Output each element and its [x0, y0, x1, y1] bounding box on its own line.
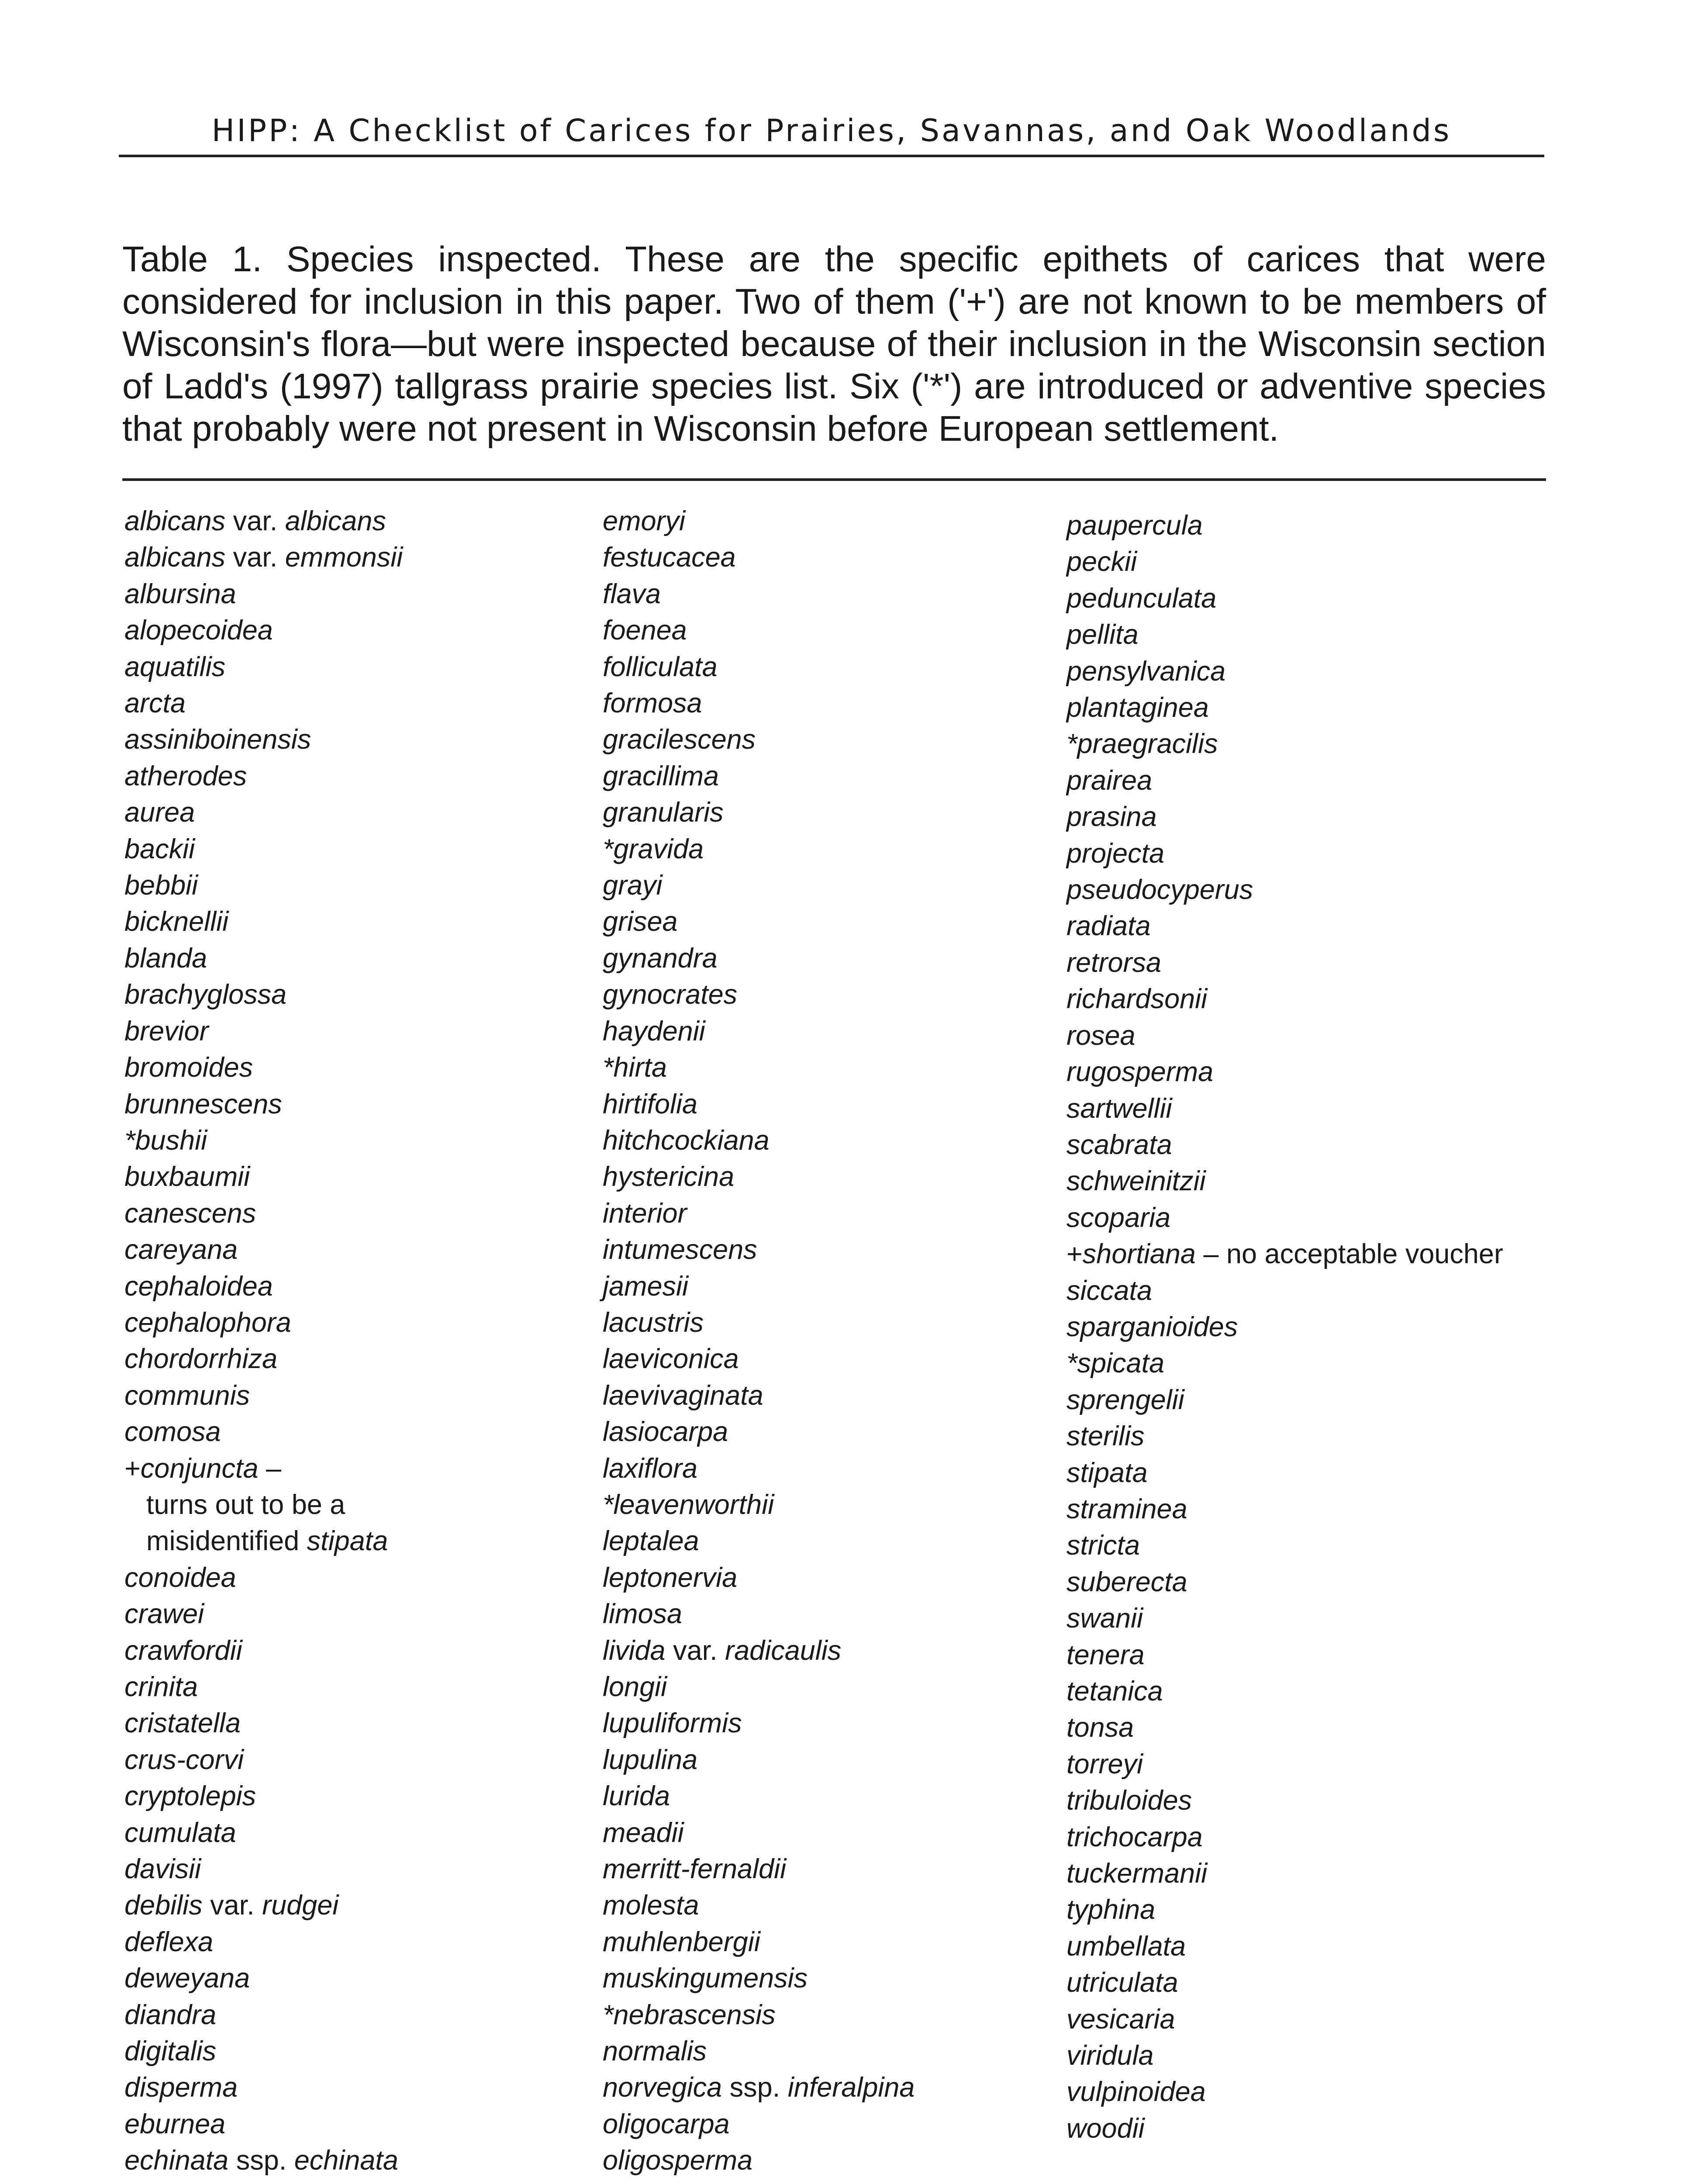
species-epithet: echinata — [124, 2145, 229, 2176]
species-epithet: straminea — [1066, 1493, 1187, 1524]
species-entry — [124, 722, 403, 758]
species-epithet: stricta — [1066, 1530, 1140, 1561]
species-entry — [1066, 1382, 1503, 1418]
species-entry — [603, 2070, 915, 2106]
species-entry — [124, 1997, 403, 2033]
species-entry — [1066, 653, 1503, 690]
species-epithet: canescens — [124, 1198, 256, 1229]
species-entry — [1066, 1965, 1503, 2001]
species-entry — [124, 867, 403, 904]
species-note: var. — [665, 1635, 725, 1666]
species-note: misidentified — [146, 1526, 307, 1557]
species-epithet: tetanica — [1066, 1676, 1163, 1707]
species-entry — [124, 1523, 403, 1559]
species-entry — [124, 1815, 403, 1851]
species-entry — [124, 758, 403, 795]
species-epithet: leptonervia — [603, 1562, 738, 1593]
species-entry — [603, 1669, 915, 1705]
species-epithet: trichocarpa — [1066, 1821, 1203, 1852]
species-epithet: *spicata — [1066, 1348, 1165, 1379]
species-epithet: radiata — [1066, 911, 1151, 942]
species-entry — [603, 1305, 915, 1341]
species-note: ssp. — [228, 2145, 294, 2176]
species-entry — [1066, 1856, 1503, 1892]
species-entry — [1066, 2111, 1503, 2147]
species-entry — [124, 1487, 403, 1523]
species-entry — [603, 940, 915, 977]
species-entry — [603, 1013, 915, 1050]
species-epithet: *praegracilis — [1066, 729, 1218, 760]
species-epithet: scabrata — [1066, 1129, 1172, 1160]
species-epithet: deweyana — [124, 1963, 250, 1994]
species-epithet: *bushii — [124, 1125, 207, 1156]
species-epithet: blanda — [124, 943, 207, 974]
species-entry — [124, 1159, 403, 1195]
species-epithet: prairea — [1066, 765, 1153, 796]
species-entry — [1066, 1309, 1503, 1345]
species-entry — [1066, 690, 1503, 726]
species-epithet: tenera — [1066, 1639, 1145, 1670]
species-epithet: emoryi — [603, 506, 686, 536]
species-entry — [1066, 763, 1503, 799]
species-epithet: scoparia — [1066, 1202, 1171, 1233]
species-entry — [124, 1086, 403, 1123]
species-epithet: formosa — [603, 688, 702, 719]
species-epithet: alopecoidea — [124, 615, 273, 646]
species-entry — [124, 977, 403, 1013]
species-entry — [603, 1633, 915, 1669]
species-epithet: utriculata — [1066, 1967, 1178, 1998]
species-entry — [124, 2070, 403, 2106]
species-entry — [1066, 1091, 1503, 1127]
species-entry — [1066, 1018, 1503, 1054]
species-entry — [124, 831, 403, 867]
species-note: + — [124, 1453, 141, 1484]
species-epithet: limosa — [603, 1599, 683, 1630]
species-entry — [1066, 544, 1503, 580]
species-epithet: hystericina — [603, 1161, 735, 1192]
species-epithet: communis — [124, 1380, 250, 1411]
species-entry — [1066, 508, 1503, 544]
species-entry — [603, 1742, 915, 1778]
species-epithet: tuckermanii — [1066, 1858, 1208, 1889]
species-entry — [603, 1887, 915, 1924]
species-epithet: viridula — [1066, 2040, 1154, 2071]
species-epithet: albursina — [124, 578, 236, 609]
species-entry — [124, 1887, 403, 1924]
species-epithet: muskingumensis — [603, 1963, 808, 1994]
species-entry — [603, 1196, 915, 1232]
species-note: ssp. — [722, 2072, 788, 2103]
species-epithet: albicans — [124, 542, 226, 573]
species-epithet: bebbii — [124, 870, 198, 901]
species-entry — [1066, 1819, 1503, 1856]
species-entry — [124, 503, 403, 539]
species-entry — [603, 1997, 915, 2033]
species-entry — [1066, 981, 1503, 1017]
species-entry — [124, 1924, 403, 1960]
species-entry — [603, 2033, 915, 2070]
species-entry — [603, 758, 915, 795]
species-epithet: haydenii — [603, 1016, 705, 1047]
species-epithet: tribuloides — [1066, 1785, 1192, 1816]
species-epithet: digitalis — [124, 2036, 217, 2067]
species-epithet: *nebrascensis — [603, 1999, 776, 2030]
species-epithet: bicknellii — [124, 906, 229, 937]
species-epithet: backii — [124, 833, 195, 864]
species-entry — [603, 795, 915, 831]
species-epithet: schweinitzii — [1066, 1166, 1206, 1197]
species-entry — [1066, 1455, 1503, 1491]
species-entry — [124, 2106, 403, 2143]
species-epithet: swanii — [1066, 1603, 1143, 1634]
species-entry — [603, 1705, 915, 1742]
species-epithet: conoidea — [124, 1562, 236, 1593]
species-epithet: stipata — [1066, 1457, 1148, 1488]
species-epithet: lacustris — [603, 1307, 704, 1338]
species-epithet: folliculata — [603, 651, 718, 682]
species-entry — [1066, 1564, 1503, 1600]
species-epithet: pedunculata — [1066, 583, 1217, 614]
species-entry — [124, 2033, 403, 2070]
species-entry — [603, 1123, 915, 1159]
species-entry — [124, 1341, 403, 1377]
species-entry — [124, 1705, 403, 1742]
species-epithet: diandra — [124, 1999, 217, 2030]
species-epithet: granularis — [603, 797, 724, 828]
species-epithet: sprengelii — [1066, 1384, 1184, 1415]
species-epithet: sparganioides — [1066, 1311, 1238, 1342]
species-entry — [1066, 1345, 1503, 1382]
species-entry — [124, 1378, 403, 1414]
species-entry — [603, 904, 915, 940]
species-entry — [124, 795, 403, 831]
species-entry — [124, 1596, 403, 1632]
species-note: – — [258, 1453, 282, 1484]
species-epithet: crus-corvi — [124, 1744, 244, 1775]
species-entry — [1066, 1127, 1503, 1163]
species-entry — [1066, 726, 1503, 762]
species-entry — [1066, 1491, 1503, 1527]
species-entry — [124, 649, 403, 685]
species-entry — [1066, 1673, 1503, 1710]
species-epithet: brunnescens — [124, 1089, 282, 1120]
species-epithet: projecta — [1066, 838, 1165, 869]
species-epithet: crinita — [124, 1672, 198, 1702]
species-epithet: muhlenbergii — [603, 1926, 760, 1957]
species-entry — [1066, 1418, 1503, 1455]
species-entry — [603, 503, 915, 539]
species-entry — [124, 1960, 403, 1997]
species-note: turns out to be a — [146, 1489, 345, 1520]
species-epithet: echinata — [294, 2145, 398, 2176]
species-epithet: cumulata — [124, 1817, 236, 1848]
species-epithet: lasiocarpa — [603, 1417, 728, 1448]
species-epithet: laevivaginata — [603, 1380, 763, 1411]
species-epithet: *hirta — [603, 1052, 667, 1083]
species-entry — [1066, 1892, 1503, 1928]
species-epithet: normalis — [603, 2036, 707, 2067]
species-entry — [603, 977, 915, 1013]
species-entry — [1066, 1273, 1503, 1309]
species-epithet: typhina — [1066, 1894, 1156, 1925]
species-epithet: richardsonii — [1066, 984, 1208, 1015]
species-entry — [603, 1378, 915, 1414]
species-note: var. — [202, 1890, 262, 1921]
species-entry — [1066, 836, 1503, 872]
species-entry — [603, 539, 915, 576]
species-entry — [1066, 1783, 1503, 1819]
species-entry — [124, 1742, 403, 1778]
species-entry — [124, 1013, 403, 1050]
species-epithet: vulpinoidea — [1066, 2077, 1206, 2108]
species-entry — [124, 1451, 403, 1487]
species-epithet: interior — [603, 1198, 687, 1229]
species-epithet: *leavenworthii — [603, 1489, 774, 1520]
species-epithet: oligosperma — [603, 2145, 753, 2176]
species-entry — [1066, 1054, 1503, 1090]
species-entry — [603, 1232, 915, 1268]
species-entry — [124, 576, 403, 612]
species-entry — [124, 1669, 403, 1705]
species-entry — [124, 1196, 403, 1232]
species-epithet: *gravida — [603, 833, 704, 864]
species-entry — [1066, 2001, 1503, 2038]
species-epithet: careyana — [124, 1234, 238, 1265]
species-epithet: meadii — [603, 1817, 684, 1848]
species-epithet: torreyi — [1066, 1749, 1143, 1780]
species-epithet: cephaloidea — [124, 1271, 273, 1302]
species-epithet: albicans — [285, 506, 386, 536]
running-header: HIPP: A Checklist of Carices for Prairies, Savannas, and Oak Woodlands — [119, 113, 1544, 157]
species-epithet: conjuncta — [140, 1453, 259, 1484]
species-note: var. — [225, 506, 285, 536]
species-entry — [603, 2106, 915, 2143]
species-entry — [1066, 1710, 1503, 1746]
table-caption: Table 1. Species inspected. These are the specific epithets of carices that were considered for inclusion in this paper. Two of them ('+') are not known to be members of Wisconsin's flora—but were inspected because of their inclusion in the Wisconsin section of Ladd's (1997) tallgrass prairie species list. Six ('*') are introduced or adventive species that probably were not present in Wisconsin before European settlement. — [122, 239, 1546, 449]
species-entry — [124, 1851, 403, 1887]
species-epithet: sterilis — [1066, 1421, 1145, 1452]
species-entry — [603, 1414, 915, 1450]
species-epithet: paupercula — [1066, 510, 1203, 541]
species-epithet: flava — [603, 578, 661, 609]
species-entry — [603, 831, 915, 867]
species-note: var. — [225, 542, 285, 573]
species-epithet: laxiflora — [603, 1453, 698, 1484]
species-entry — [603, 1086, 915, 1123]
species-entry — [603, 1159, 915, 1195]
species-epithet: rugosperma — [1066, 1057, 1214, 1088]
species-column-1 — [124, 503, 403, 2179]
species-epithet: pensylvanica — [1066, 656, 1226, 687]
species-entry — [603, 1451, 915, 1487]
species-epithet: peckii — [1066, 546, 1137, 577]
species-entry — [1066, 945, 1503, 981]
species-epithet: cephalophora — [124, 1307, 291, 1338]
species-entry — [1066, 908, 1503, 944]
species-epithet: jamesii — [603, 1271, 689, 1302]
species-epithet: tonsa — [1066, 1712, 1134, 1743]
species-entry — [1066, 1527, 1503, 1564]
species-epithet: livida — [603, 1635, 666, 1666]
species-epithet: crawfordii — [124, 1635, 242, 1666]
species-epithet: umbellata — [1066, 1931, 1186, 1962]
species-epithet: stipata — [307, 1526, 388, 1557]
species-epithet: leptalea — [603, 1526, 699, 1557]
species-epithet: longii — [603, 1672, 667, 1702]
species-epithet: disperma — [124, 2072, 238, 2103]
species-epithet: retrorsa — [1066, 947, 1162, 978]
species-entry — [603, 1560, 915, 1596]
species-epithet: grisea — [603, 906, 678, 937]
species-entry — [1066, 1163, 1503, 1199]
species-epithet: rudgei — [262, 1890, 339, 1921]
species-epithet: merritt-fernaldii — [603, 1854, 787, 1885]
species-entry — [603, 1778, 915, 1814]
species-epithet: norvegica — [603, 2072, 722, 2103]
species-epithet: intumescens — [603, 1234, 757, 1265]
species-epithet: cryptolepis — [124, 1781, 256, 1812]
species-epithet: radicaulis — [725, 1635, 842, 1666]
species-entry — [1066, 617, 1503, 653]
species-epithet: arcta — [124, 688, 186, 719]
species-entry — [1066, 1637, 1503, 1673]
species-epithet: shortiana — [1082, 1239, 1196, 1270]
species-entry — [124, 2143, 403, 2179]
species-note: + — [1066, 1239, 1083, 1270]
species-epithet: siccata — [1066, 1275, 1153, 1306]
species-entry — [603, 1924, 915, 1960]
species-epithet: assiniboinensis — [124, 724, 311, 755]
species-entry — [603, 867, 915, 904]
species-entry — [1066, 799, 1503, 835]
species-epithet: debilis — [124, 1890, 203, 1921]
species-entry — [124, 1232, 403, 1268]
species-epithet: chordorrhiza — [124, 1344, 278, 1375]
species-entry — [124, 1778, 403, 1814]
species-entry — [124, 1123, 403, 1159]
species-entry — [124, 1050, 403, 1086]
species-epithet: hirtifolia — [603, 1089, 698, 1120]
species-epithet: rosea — [1066, 1020, 1136, 1051]
species-epithet: gracillima — [603, 760, 719, 791]
species-epithet: laeviconica — [603, 1344, 739, 1375]
species-entry — [603, 1815, 915, 1851]
species-entry — [1066, 1236, 1503, 1272]
species-entry — [603, 1851, 915, 1887]
species-entry — [603, 1523, 915, 1559]
species-epithet: aurea — [124, 797, 195, 828]
species-epithet: festucacea — [603, 542, 736, 573]
species-entry — [124, 1268, 403, 1305]
species-entry — [603, 1050, 915, 1086]
species-epithet: crawei — [124, 1599, 204, 1630]
species-epithet: foenea — [603, 615, 687, 646]
species-epithet: prasina — [1066, 802, 1157, 833]
species-entry — [124, 685, 403, 722]
species-entry — [124, 1633, 403, 1669]
species-epithet: woodii — [1066, 2113, 1145, 2144]
species-entry — [1066, 1746, 1503, 1783]
species-epithet: plantaginea — [1066, 692, 1209, 723]
species-entry — [124, 612, 403, 649]
species-epithet: deflexa — [124, 1926, 214, 1957]
species-epithet: grayi — [603, 870, 663, 901]
species-epithet: bromoides — [124, 1052, 253, 1083]
species-epithet: suberecta — [1066, 1566, 1187, 1597]
species-column-3 — [1066, 508, 1503, 2147]
species-entry — [603, 2143, 915, 2179]
species-epithet: lurida — [603, 1781, 670, 1812]
species-entry — [603, 576, 915, 612]
species-entry — [603, 1960, 915, 1997]
species-entry — [603, 1487, 915, 1523]
species-entry — [1066, 1928, 1503, 1965]
species-entry — [124, 1560, 403, 1596]
species-entry — [603, 612, 915, 649]
species-epithet: brevior — [124, 1016, 209, 1047]
species-epithet: atherodes — [124, 760, 247, 791]
species-entry — [1066, 1600, 1503, 1637]
species-epithet: albicans — [124, 506, 226, 536]
species-entry — [124, 904, 403, 940]
species-epithet: emmonsii — [285, 542, 403, 573]
species-epithet: oligocarpa — [603, 2108, 730, 2139]
species-epithet: brachyglossa — [124, 979, 287, 1010]
species-entry — [1066, 2038, 1503, 2074]
species-epithet: davisii — [124, 1854, 201, 1885]
species-epithet: sartwellii — [1066, 1093, 1172, 1124]
species-entry — [124, 940, 403, 977]
species-entry — [1066, 872, 1503, 908]
species-entry — [603, 649, 915, 685]
species-epithet: lupulina — [603, 1744, 698, 1775]
species-entry — [1066, 1200, 1503, 1236]
species-entry — [1066, 2074, 1503, 2110]
species-entry — [124, 539, 403, 576]
species-epithet: inferalpina — [787, 2072, 915, 2103]
species-entry — [603, 685, 915, 722]
species-epithet: molesta — [603, 1890, 699, 1921]
species-epithet: gynocrates — [603, 979, 738, 1010]
species-entry — [603, 722, 915, 758]
species-epithet: gynandra — [603, 943, 718, 974]
species-epithet: pseudocyperus — [1066, 874, 1253, 905]
species-entry — [603, 1268, 915, 1305]
species-epithet: pellita — [1066, 619, 1139, 650]
species-epithet: buxbaumii — [124, 1161, 250, 1192]
species-note: – no acceptable voucher — [1195, 1239, 1503, 1270]
table-top-rule — [122, 478, 1546, 481]
species-entry — [603, 1596, 915, 1632]
species-epithet: gracilescens — [603, 724, 756, 755]
species-epithet: vesicaria — [1066, 2004, 1175, 2035]
species-entry — [124, 1414, 403, 1450]
species-epithet: comosa — [124, 1417, 221, 1448]
species-epithet: cristatella — [124, 1708, 241, 1739]
species-entry — [124, 1305, 403, 1341]
species-epithet: hitchcockiana — [603, 1125, 770, 1156]
species-epithet: eburnea — [124, 2108, 226, 2139]
species-entry — [603, 1341, 915, 1377]
species-epithet: aquatilis — [124, 651, 226, 682]
species-epithet: lupuliformis — [603, 1708, 742, 1739]
species-entry — [1066, 581, 1503, 617]
species-column-2 — [603, 503, 915, 2179]
